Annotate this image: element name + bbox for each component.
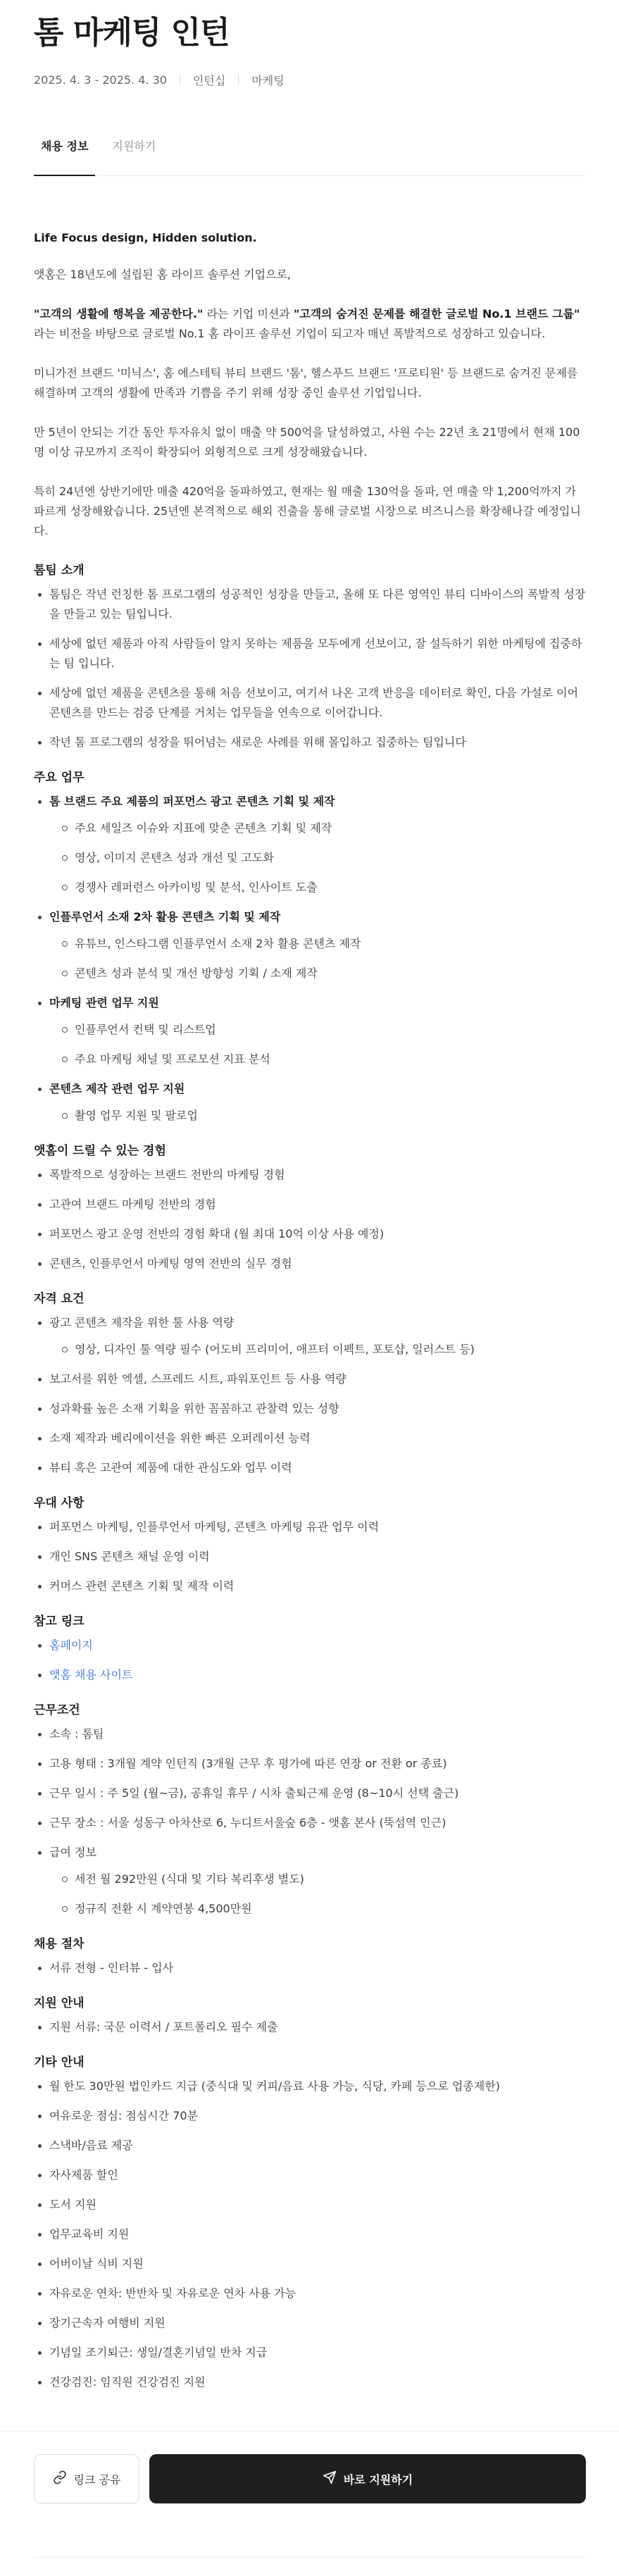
list-item: 지원 서류: 국문 이력서 / 포트폴리오 필수 제출 [34, 2017, 586, 2037]
intro-paragraph: 앳홈은 18년도에 설립된 홈 라이프 솔루션 기업으로, [34, 268, 292, 281]
duties-list [34, 792, 586, 1126]
section-heading: 톰팀 소개 [34, 564, 85, 578]
list-item: 자사제품 할인 [34, 2165, 586, 2185]
send-icon [323, 2470, 337, 2487]
intro-text: 라는 비전을 바탕으로 글로벌 No.1 홈 라이프 솔루션 기업이 되고자 매년 폭발적으로 성장하고 있습니다. [34, 327, 546, 340]
page-title: 톰 마케팅 인턴 [34, 15, 230, 51]
tab-job-info[interactable]: 채용 정보 [34, 139, 95, 176]
list-item: 작년 톰 프로그램의 성장을 뛰어넘는 새로운 사례를 위해 몰입하고 집중하는 팀입니다 [34, 733, 586, 752]
intro-paragraph: 특히 24년엔 상반기에만 매출 420억을 돌파하였고, 현재는 월 매출 130억을 돌파, 연 매출 약 1,200억까지 가파르게 성장해왔습니다. 25년엔 본격적으로 해외 진출을 통해 글로벌 시장으로 비즈니스를 확장해나갈 예정입니다. [34, 485, 581, 537]
requirement-text: 광고 콘텐츠 제작을 위한 툴 사용 역량 [49, 1316, 235, 1329]
job-category: 마케팅 [251, 73, 285, 87]
vision-text: "고객의 숨겨진 문제를 해결한 글로벌 No.1 브랜드 그룹" [293, 307, 580, 321]
sub-list [49, 819, 586, 897]
process-list [34, 1958, 586, 1978]
section-heading: 참고 링크 [34, 1614, 85, 1629]
section-heading: 앳홈이 드릴 수 있는 경험 [34, 1144, 166, 1158]
section-heading: 기타 안내 [34, 2055, 85, 2070]
link-icon [53, 2470, 67, 2487]
list-item: 폭발적으로 성장하는 브랜드 전반의 마케팅 경험 [34, 1165, 586, 1185]
tab-bar [34, 139, 586, 176]
list-item: 세상에 없던 제품과 아직 사람들이 알지 못하는 제품을 모두에게 선보이고, 잘 설득하기 위한 마케팅에 집중하는 팀 입니다. [34, 634, 586, 673]
section-heading: 주요 업무 [34, 771, 85, 785]
list-item [34, 1079, 586, 1126]
divider [238, 74, 239, 85]
list-item: 건강검진: 임직원 건강검진 지원 [34, 2372, 586, 2392]
sub-list [49, 1869, 586, 1919]
tab-apply[interactable]: 지원하기 [112, 139, 156, 153]
list-item [34, 1636, 586, 1655]
list-item: 서류 전형 - 인터뷰 - 입사 [34, 1958, 586, 1978]
apply-now-label: 바로 지원하기 [343, 2472, 413, 2487]
sub-list-item: 경쟁사 레퍼런스 아카이빙 및 분석, 인사이트 도출 [49, 878, 586, 897]
apply-now-button[interactable] [149, 2454, 586, 2503]
sub-list-item: 촬영 업무 지원 및 팔로업 [49, 1106, 586, 1126]
careers-site-link[interactable]: 앳홈 채용 사이트 [49, 1668, 133, 1681]
homepage-link[interactable]: 홈페이지 [49, 1638, 93, 1652]
list-item: 근무 장소 : 서울 성동구 아차산로 6, 누디트서울숲 6층 - 앳홈 본사 (뚝섬역 인근) [34, 1813, 586, 1833]
list-item: 어버이날 식비 지원 [34, 2254, 586, 2274]
list-item: 근무 일시 : 주 5일 (월~금), 공휴일 휴무 / 시차 출퇴근제 운영 (8~10시 선택 출근) [34, 1784, 586, 1803]
intro-paragraph [34, 304, 586, 344]
job-description [34, 176, 586, 2392]
duty-title: 인플루언서 소재 2차 활용 콘텐츠 기획 및 제작 [49, 910, 281, 923]
sub-list-item: 세전 월 292만원 (식대 및 기타 복리후생 별도) [49, 1869, 586, 1889]
conditions-list [34, 1724, 586, 1919]
application-list [34, 2017, 586, 2037]
preferred-list [34, 1517, 586, 1596]
duty-title: 톰 브랜드 주요 제품의 퍼포먼스 광고 콘텐츠 기획 및 제작 [49, 795, 335, 808]
slogan: Life Focus design, Hidden solution. [34, 231, 257, 244]
list-item: 자유로운 연차: 반반차 및 자유로운 연차 사용 가능 [34, 2284, 586, 2303]
list-item: 월 한도 30만원 법인카드 지급 (중식대 및 커피/음료 사용 가능, 식당, 카페 등으로 업종제한) [34, 2077, 586, 2096]
job-type: 인턴십 [192, 73, 226, 87]
sub-list-item: 인플루언서 컨택 및 리스트업 [49, 1020, 586, 1040]
share-link-button[interactable] [34, 2454, 139, 2503]
list-item: 보고서를 위한 엑셀, 스프레드 시트, 파워포인트 등 사용 역량 [34, 1369, 586, 1389]
list-item [34, 1665, 586, 1685]
period: 2025. 4. 3 - 2025. 4. 30 [34, 73, 167, 87]
sub-list-item: 영상, 이미지 콘텐츠 성과 개선 및 고도화 [49, 848, 586, 868]
section-heading: 채용 절차 [34, 1937, 85, 1951]
mission-text: "고객의 생활에 행복을 제공한다." [34, 307, 204, 321]
sub-list [49, 1106, 586, 1126]
sub-list [49, 1020, 586, 1069]
list-item: 여유로운 점심: 점심시간 70분 [34, 2106, 586, 2126]
share-link-label: 링크 공유 [73, 2472, 121, 2487]
section-heading: 자격 요건 [34, 1292, 85, 1306]
sub-list-item: 유튜브, 인스타그램 인플루언서 소재 2차 활용 콘텐츠 제작 [49, 934, 586, 954]
list-item: 기념일 조기퇴근: 생일/결혼기념일 반차 지급 [34, 2343, 586, 2363]
sub-list [49, 934, 586, 983]
list-item [34, 907, 586, 983]
list-item: 고관여 브랜드 마케팅 전반의 경험 [34, 1195, 586, 1214]
sub-list-item: 콘텐츠 성과 분석 및 개선 방향성 기획 / 소재 제작 [49, 964, 586, 983]
list-item [34, 792, 586, 897]
action-bar [0, 2431, 619, 2558]
list-item: 고용 형태 : 3개월 계약 인턴직 (3개월 근무 후 평가에 따른 연장 or 전환 or 종료) [34, 1754, 586, 1774]
requirements-list [34, 1313, 586, 1478]
list-item: 장기근속자 여행비 지원 [34, 2313, 586, 2333]
intro-paragraph: 미니가전 브랜드 '미닉스', 홈 에스테틱 뷰티 브랜드 '톰', 헬스푸드 브랜드 '프로티원' 등 브랜드로 숨겨진 문제를 해결하며 고객의 생활에 만족과 기쁨을 주기 위해 성장 중인 솔루션 기업입니다. [34, 366, 578, 399]
intro-text: 라는 기업 미션과 [203, 307, 294, 321]
list-item: 소속 : 톰팀 [34, 1724, 586, 1744]
sub-list-item: 주요 세일즈 이슈와 지표에 맞춘 콘텐츠 기획 및 제작 [49, 819, 586, 838]
duty-title: 마케팅 관련 업무 지원 [49, 996, 159, 1009]
list-item: 개인 SNS 콘텐츠 채널 운영 이력 [34, 1547, 586, 1567]
section-heading: 우대 사항 [34, 1496, 85, 1510]
salary-label: 급여 정보 [49, 1846, 96, 1859]
team-list [34, 585, 586, 752]
list-item [34, 1843, 586, 1919]
list-item: 성과확률 높은 소재 기획을 위한 꼼꼼하고 관찰력 있는 성향 [34, 1399, 586, 1419]
list-item [34, 1313, 586, 1359]
sub-list [49, 1340, 586, 1359]
section-heading: 지원 안내 [34, 1996, 85, 2010]
job-meta [34, 70, 586, 89]
list-item: 커머스 관련 콘텐츠 기획 및 제작 이력 [34, 1576, 586, 1596]
intro-paragraph: 만 5년이 안되는 기간 동안 투자유치 없이 매출 약 500억을 달성하였고, 사원 수는 22년 초 21명에서 현재 100명 이상 규모까지 조직이 확장되어 외형적으로 크게 성장해왔습니다. [34, 425, 580, 459]
section-heading: 근무조건 [34, 1703, 80, 1717]
duty-title: 콘텐츠 제작 관련 업무 지원 [49, 1082, 185, 1095]
etc-list [34, 2077, 586, 2392]
list-item: 소재 제작과 베리에이션을 위한 빠른 오퍼레이션 능력 [34, 1429, 586, 1448]
list-item: 퍼포먼스 광고 운영 전반의 경험 확대 (월 최대 10억 이상 사용 예정) [34, 1224, 586, 1244]
list-item: 도서 지원 [34, 2195, 586, 2215]
divider [34, 2557, 586, 2558]
list-item: 퍼포먼스 마케팅, 인플루언서 마케팅, 콘텐츠 마케팅 유관 업무 이력 [34, 1517, 586, 1537]
links-list [34, 1636, 586, 1685]
sub-list-item: 영상, 디자인 툴 역량 필수 (어도비 프리미어, 애프터 이펙트, 포토샵, 일러스트 등) [49, 1340, 586, 1359]
list-item: 세상에 없던 제품을 콘텐츠를 통해 처음 선보이고, 여기서 나온 고객 반응을 데이터로 확인, 다음 가설로 이어 콘텐츠를 만드는 검증 단계를 거치는 업무들을 연속으로 이어갑니다. [34, 683, 586, 723]
list-item: 스낵바/음료 제공 [34, 2136, 586, 2155]
list-item: 뷰티 혹은 고관여 제품에 대한 관심도와 업무 이력 [34, 1458, 586, 1478]
sub-list-item: 정규직 전환 시 계약연봉 4,500만원 [49, 1899, 586, 1919]
list-item: 톰팀은 작년 런칭한 톰 프로그램의 성공적인 성장을 만들고, 올해 또 다른 영역인 뷰티 디바이스의 폭발적 성장을 만들고 있는 팀입니다. [34, 585, 586, 624]
list-item [34, 993, 586, 1069]
list-item: 콘텐츠, 인플루언서 마케팅 영역 전반의 실무 경험 [34, 1254, 586, 1274]
experience-list [34, 1165, 586, 1274]
list-item: 업무교육비 지원 [34, 2225, 586, 2244]
sub-list-item: 주요 마케팅 채널 및 프로모션 지표 분석 [49, 1050, 586, 1069]
